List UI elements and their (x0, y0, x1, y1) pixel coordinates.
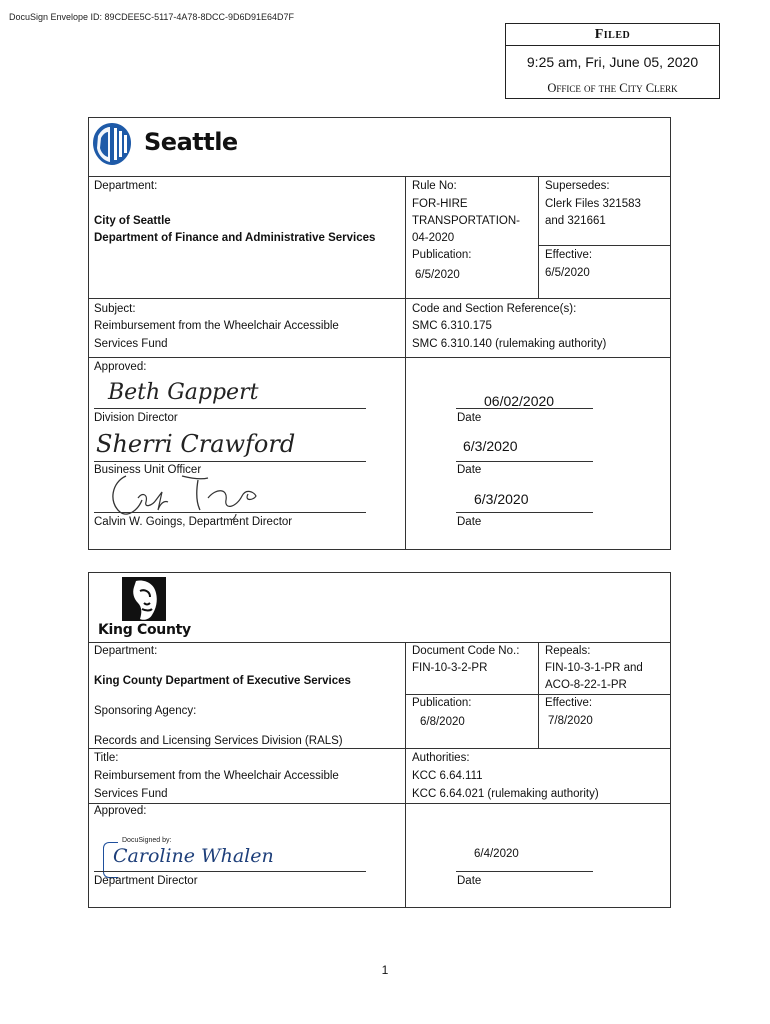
king-county-logo-text: King County (98, 622, 191, 638)
kc-date-label: Date (457, 875, 482, 887)
signature-line (94, 512, 366, 513)
sign-date: 6/3/2020 (463, 438, 518, 454)
filed-time: 9:25 am, Fri, June 05, 2020 (526, 54, 699, 70)
sign-date: 6/3/2020 (474, 491, 529, 507)
subject-line: Services Fund (94, 338, 168, 350)
approved-label: Approved: (94, 361, 147, 373)
kc-authorities-line: KCC 6.64.111 (412, 770, 483, 782)
sign-date: 06/02/2020 (484, 393, 555, 409)
department-label: Department: (94, 180, 158, 192)
mlk-portrait-icon (122, 577, 166, 621)
publication-date: 6/5/2020 (415, 269, 460, 281)
rule-label: Rule No: (412, 180, 457, 192)
code-label: Code and Section Reference(s): (412, 303, 577, 315)
kc-effective-date: 7/8/2020 (548, 715, 593, 727)
seattle-logo (92, 122, 238, 170)
signature-caroline-whalen: Caroline Whalen (113, 845, 274, 867)
kc-repeals-line: ACO-8-22-1-PR (545, 679, 627, 691)
divider (538, 642, 539, 748)
effective-date: 6/5/2020 (545, 267, 590, 279)
effective-label: Effective: (545, 249, 593, 261)
docusign-label: DocuSigned by: (122, 837, 172, 844)
subject-label: Subject: (94, 303, 136, 315)
king-county-logo (96, 575, 206, 641)
code-line: SMC 6.310.175 (412, 320, 492, 332)
filed-title: Filed (594, 27, 631, 42)
publication-label: Publication: (412, 249, 472, 261)
divider (405, 176, 406, 550)
date-line (456, 871, 593, 872)
kc-sponsoring-name: Records and Licensing Services Division (RALS) (94, 735, 343, 747)
signature-line (94, 408, 366, 409)
date-label: Date (457, 412, 482, 424)
signature-beth-gappert: Beth Gappert (108, 380, 259, 405)
kc-sponsoring-label: Sponsoring Agency: (94, 705, 197, 717)
supersedes-line: Clerk Files 321583 (545, 198, 641, 210)
filed-office: Office of the City Clerk (547, 81, 678, 95)
filed-stamp (505, 23, 720, 99)
date-label: Date (457, 464, 482, 476)
divider (405, 642, 406, 908)
seattle-logo-text: Seattle (144, 128, 238, 156)
kc-authorities-label: Authorities: (412, 752, 470, 764)
divider (88, 176, 671, 177)
kc-repeals-label: Repeals: (545, 645, 591, 657)
kc-doc-code: FIN-10-3-2-PR (412, 662, 488, 674)
kc-authorities-line: KCC 6.64.021 (rulemaking authority) (412, 788, 599, 800)
divider (538, 245, 671, 246)
filed-divider (506, 45, 719, 46)
divider (88, 357, 671, 358)
rule-line: 04-2020 (412, 232, 455, 244)
kc-title-label: Title: (94, 752, 119, 764)
signer-role: Business Unit Officer (94, 464, 202, 476)
signer-role: Calvin W. Goings, Department Director (94, 516, 293, 528)
kc-repeals-line: FIN-10-3-1-PR and (545, 662, 643, 674)
date-label: Date (457, 516, 482, 528)
department-name: Department of Finance and Administrative Services (94, 232, 376, 244)
kc-publication-date: 6/8/2020 (420, 716, 465, 728)
date-line (456, 512, 593, 513)
kc-sign-date: 6/4/2020 (474, 848, 519, 860)
page-number: 1 (381, 963, 389, 977)
date-line (456, 408, 593, 409)
docusign-envelope-id: DocuSign Envelope ID: 89CDEE5C-5117-4A78-8DCC-9D6D91E64D7F (9, 12, 294, 22)
kc-department-name: King County Department of Executive Services (94, 675, 351, 687)
rule-line: FOR-HIRE (412, 198, 468, 210)
kc-effective-label: Effective: (545, 697, 593, 709)
kc-approved-label: Approved: (94, 805, 147, 817)
seattle-seal-icon (92, 122, 132, 166)
signature-line (94, 871, 366, 872)
signature-sherri-crawford: Sherri Crawford (96, 430, 296, 458)
supersedes-line: and 321661 (545, 215, 606, 227)
signer-role: Division Director (94, 412, 178, 424)
kc-publication-label: Publication: (412, 697, 472, 709)
supersedes-label: Supersedes: (545, 180, 610, 192)
subject-line: Reimbursement from the Wheelchair Accessible (94, 320, 339, 332)
department-city: City of Seattle (94, 215, 171, 227)
rule-line: TRANSPORTATION- (412, 215, 520, 227)
kc-title-line: Reimbursement from the Wheelchair Accessible (94, 770, 339, 782)
kc-title-line: Services Fund (94, 788, 168, 800)
code-line: SMC 6.310.140 (rulemaking authority) (412, 338, 607, 350)
kc-signer-role: Department Director (94, 875, 198, 887)
kc-doc-code-label: Document Code No.: (412, 645, 520, 657)
divider (538, 176, 539, 298)
divider (88, 298, 671, 299)
kc-department-label: Department: (94, 645, 158, 657)
